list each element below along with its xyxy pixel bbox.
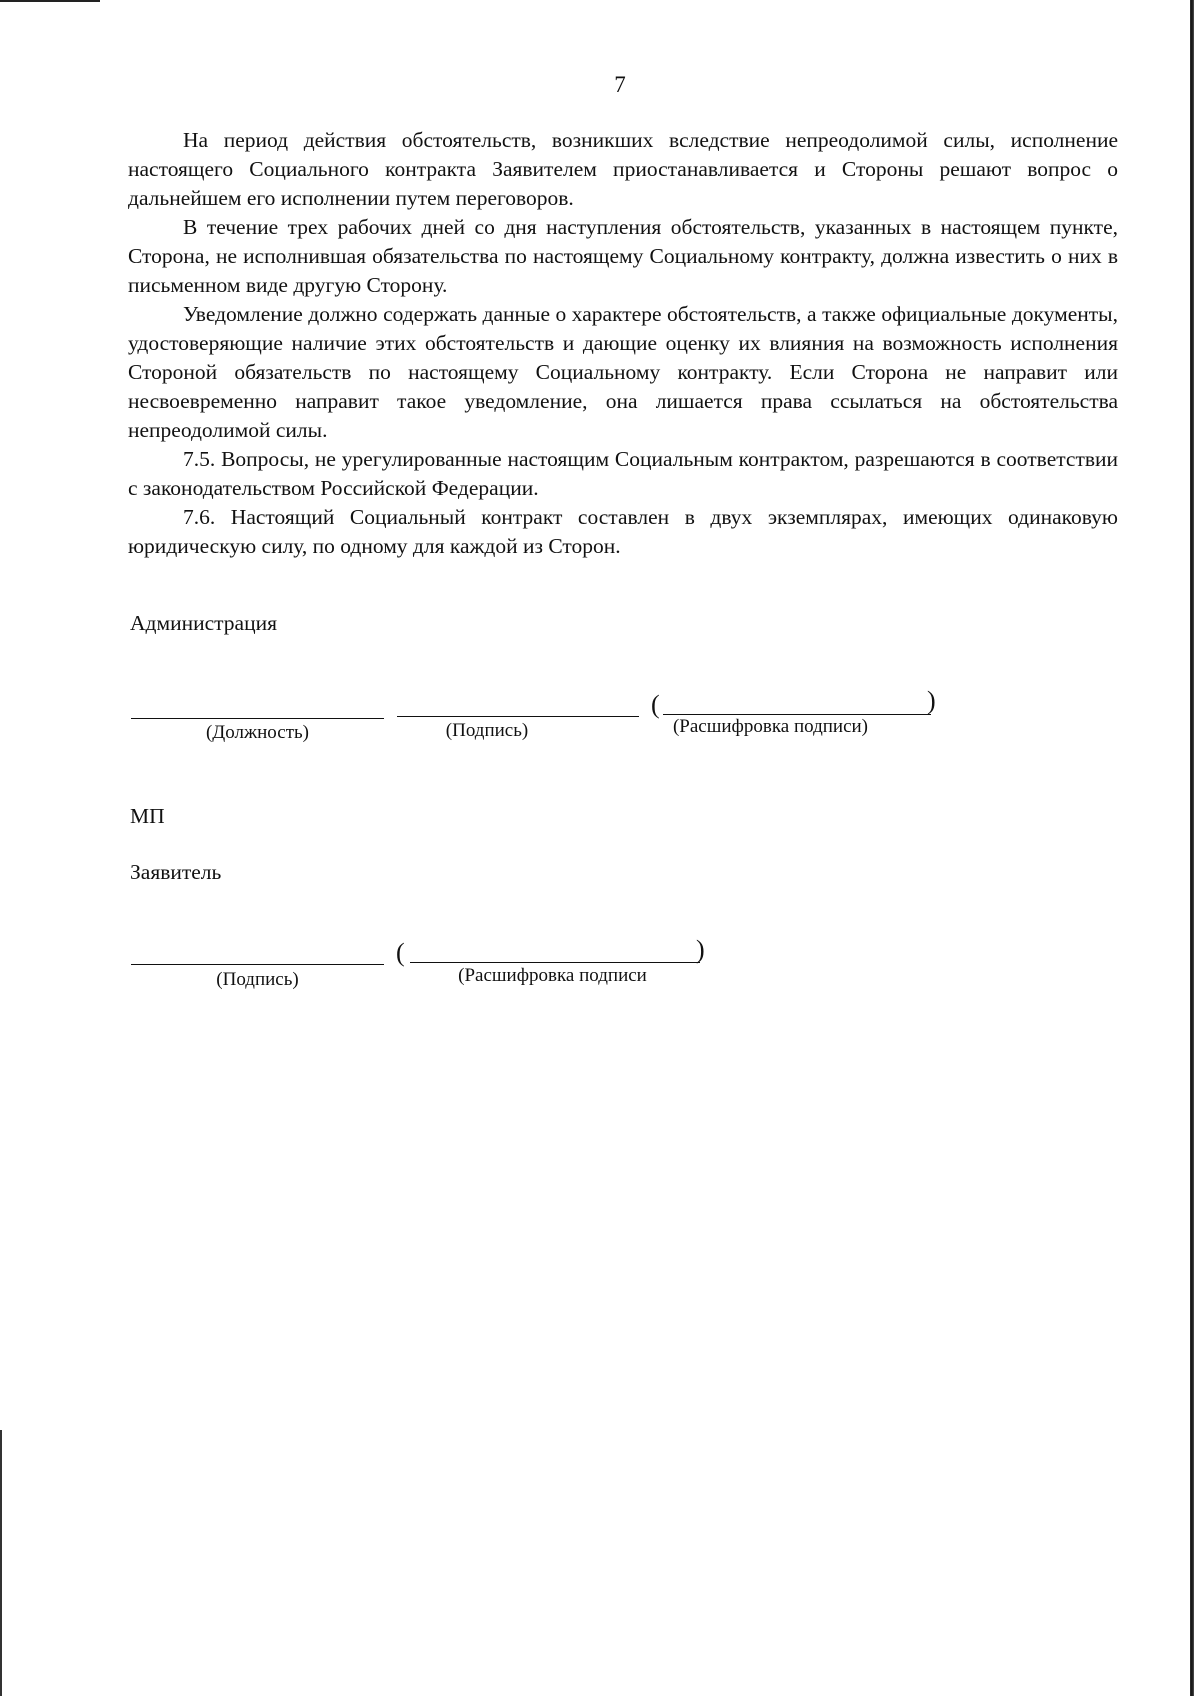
scan-edge-right [1190,0,1194,1696]
paragraph-notification-content: Уведомление должно содержать данные о характере обстоятельств, а также официальные документы, удостоверяющие наличие этих обстоятельств и дающие оценку их влияния на возможность исполнения Стороной обязательств по настоящему Социальному контракту. Если Сторона не направит или несвоевременно направит такое уведомление, она лишается права ссылаться на обстоятельства непреодолимой силы. [128,302,1118,442]
applicant-signature-caption: (Подпись) [216,969,299,990]
name-line [663,714,931,715]
applicant-close-paren: ) [696,935,705,964]
name-caption: (Расшифровка подписи) [672,716,869,737]
paragraph-7-5: 7.5. Вопросы, не урегулированные настоящим Социальным контрактом, разрешаются в соответствии с законодательством Российской Федерации. [128,447,1118,500]
scan-edge-top [0,0,100,2]
applicant-name-caption: (Расшифровка подписи [458,965,647,986]
applicant-label: Заявитель [130,860,222,884]
applicant-name-line [410,962,700,963]
signature-caption: (Подпись) [445,720,529,741]
name-open-paren: ( [651,690,660,719]
administration-label: Администрация [130,611,277,635]
page-number: 7 [614,72,626,97]
signature-line [397,716,639,717]
applicant-signature-line [131,964,384,965]
paragraph-7-6: 7.6. Настоящий Социальный контракт составлен в двух экземплярах, имеющих одинаковую юридическую силу, по одному для каждой из Сторон. [128,505,1118,558]
stamp-label: МП [130,804,165,828]
scan-edge-left [0,1430,2,1696]
name-close-paren: ) [927,686,936,715]
contract-body [128,126,1118,561]
paragraph-notification-term: В течение трех рабочих дней со дня наступления обстоятельств, указанных в настоящем пункте, Сторона, не исполнившая обязательства по настоящему Социальному контракту, должна известить о них в письменном виде другую Сторону. [128,215,1118,297]
paragraph-force-majeure: На период действия обстоятельств, возникших вследствие непреодолимой силы, исполнение настоящего Социального контракта Заявителем приостанавливается и Стороны решают вопрос о дальнейшем его исполнении путем переговоров. [128,128,1118,210]
position-caption: (Должность) [205,722,309,743]
applicant-open-paren: ( [396,938,405,967]
position-line [131,718,384,719]
